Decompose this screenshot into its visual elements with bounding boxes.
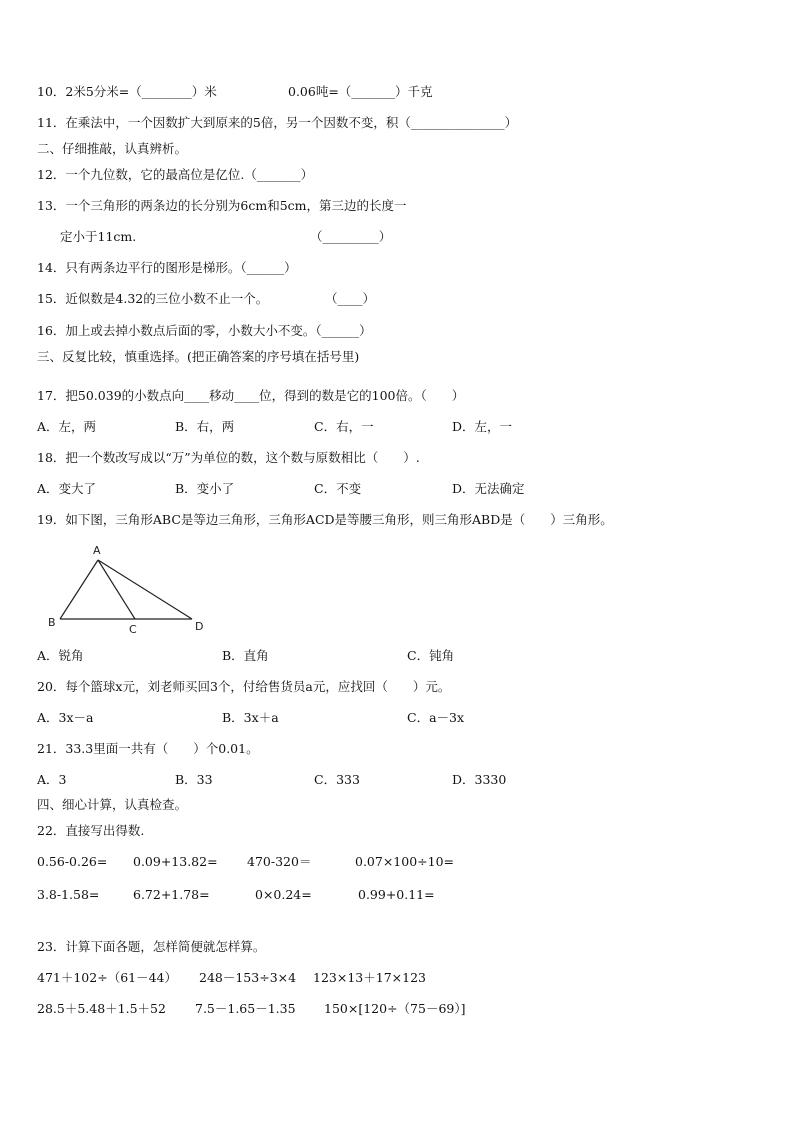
q17-option-c: C．右，一: [314, 419, 374, 434]
q17-option-b: B．右，两: [175, 419, 235, 434]
q20-option-a: A．3x－a: [37, 710, 94, 725]
q19-option-a: A．锐角: [37, 648, 84, 663]
q13-line2: 定小于11cm.: [60, 229, 137, 244]
vertex-label-c: C: [129, 623, 137, 636]
section-3-heading: 三、反复比较，慎重选择。(把正确答案的序号填在括号里): [37, 349, 360, 364]
q21-option-c: C．333: [314, 772, 360, 787]
q23-r1-c2: 248－153÷3×4: [199, 970, 297, 985]
q22-r2-c4: 0.99+0.11=: [358, 887, 435, 902]
q19-option-b: B．直角: [222, 648, 269, 663]
q17-option-a: A．左，两: [37, 419, 97, 434]
q19-option-c: C．钝角: [407, 648, 455, 663]
q22-r2-c2: 6.72+1.78=: [133, 887, 210, 902]
q18-option-d: D．无法确定: [452, 481, 525, 496]
q18-option-b: B．变小了: [175, 481, 235, 496]
q16: 16．加上或去掉小数点后面的零，小数大小不变。（______）: [37, 323, 372, 338]
q10-part2: 0.06吨=（_______）千克: [288, 84, 433, 99]
q23-r1-c1: 471＋102÷（61－44）: [37, 970, 178, 985]
q12: 12．一个九位数，它的最高位是亿位.（_______）: [37, 167, 314, 182]
q21-option-d: D．3330: [452, 772, 507, 787]
q15-text: 15．近似数是4.32的三位小数不止一个。: [37, 291, 269, 306]
q22-r2-c1: 3.8-1.58=: [37, 887, 100, 902]
q18-stem: 18．把一个数改写成以“万”为单位的数，这个数与原数相比（ ）.: [37, 450, 420, 465]
q23-r2-c3: 150×[120÷（75－69）]: [324, 1001, 466, 1016]
q14: 14．只有两条边平行的图形是梯形。（______）: [37, 260, 297, 275]
q17-option-d: D．左，一: [452, 419, 513, 434]
q23-stem: 23．计算下面各题，怎样简便就怎样算。: [37, 939, 266, 954]
segment-ad: [98, 560, 192, 619]
q22-r2-c3: 0×0.24=: [255, 887, 312, 902]
vertex-label-d: D: [195, 620, 204, 633]
q17-stem: 17．把50.039的小数点向____移动____位，得到的数是它的100倍。（ ）: [37, 388, 465, 403]
q23-r1-c3: 123×13＋17×123: [313, 970, 426, 985]
q22-stem: 22．直接写出得数.: [37, 823, 145, 838]
q23-r2-c1: 28.5＋5.48＋1.5＋52: [37, 1001, 166, 1016]
q18-option-a: A．变大了: [37, 481, 97, 496]
segment-ab: [60, 560, 98, 619]
q15-blank: （____）: [325, 291, 376, 306]
q10-part1: 10．2米5分米=（________）米: [37, 84, 217, 99]
segment-ac: [98, 560, 135, 619]
vertex-label-a: A: [93, 544, 101, 557]
q22-r1-c2: 0.09+13.82=: [133, 854, 218, 869]
vertex-label-b: B: [48, 616, 56, 629]
q22-r1-c3: 470-320＝: [247, 854, 312, 869]
q19-stem: 19．如下图，三角形ABC是等边三角形，三角形ACD是等腰三角形，则三角形ABD是（ ）三角形。: [37, 512, 613, 527]
q22-r1-c1: 0.56-0.26=: [37, 854, 108, 869]
q13-line1: 13．一个三角形的两条边的长分别为6cm和5cm，第三边的长度一: [37, 198, 407, 213]
q20-option-c: C．a－3x: [407, 710, 465, 725]
q21-option-a: A．3: [37, 772, 67, 787]
q11: 11．在乘法中，一个因数扩大到原来的5倍，另一个因数不变，积（_______________）: [37, 115, 518, 130]
q18-option-c: C．不变: [314, 481, 362, 496]
q22-r1-c4: 0.07×100÷10=: [355, 854, 455, 869]
q20-option-b: B．3x＋a: [222, 710, 279, 725]
section-4-heading: 四、细心计算，认真检查。: [37, 797, 188, 812]
q21-option-b: B．33: [175, 772, 213, 787]
q13-blank: （_________）: [310, 229, 392, 244]
q23-r2-c2: 7.5－1.65－1.35: [195, 1001, 296, 1016]
q21-stem: 21．33.3里面一共有（ ）个0.01。: [37, 741, 259, 756]
q20-stem: 20．每个篮球x元，刘老师买回3个，付给售货员a元，应找回（ ）元。: [37, 679, 451, 694]
section-2-heading: 二、仔细推敲，认真辨析。: [37, 141, 188, 156]
triangle-figure: [40, 540, 220, 640]
